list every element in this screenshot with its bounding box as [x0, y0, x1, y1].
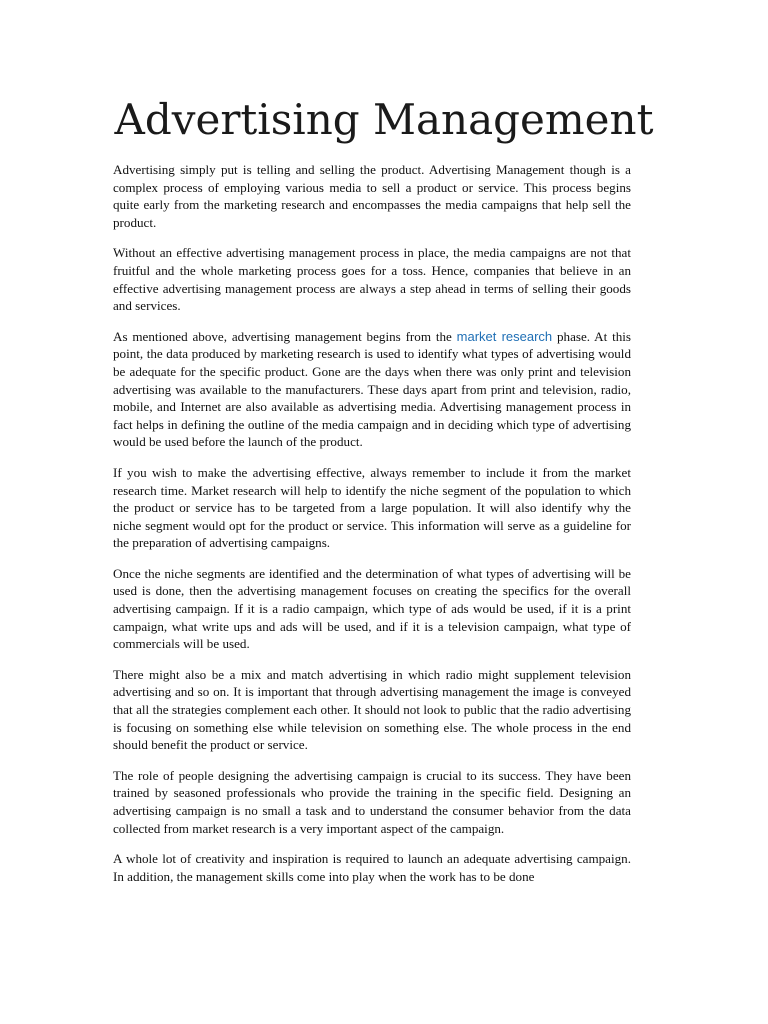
paragraph-1: Advertising simply put is telling and selling the product. Advertising Management though is a complex process of employing various media to sell a product or service. This process begins quite early from the marketing research and encompasses the media campaigns that help sell the product.	[113, 162, 631, 230]
paragraph-7: The role of people designing the advertising campaign is crucial to its success. They have been trained by seasoned professionals who provide the training in the specific field. Designing an advertising campaign is no small a task and to understand the consumer behavior from the data collected from market research is a very important aspect of the campaign.	[113, 767, 631, 836]
paragraph-3	[113, 328, 631, 451]
page-title: Advertising Management	[114, 95, 654, 144]
paragraph-6: There might also be a mix and match advertising in which radio might supplement television advertising and so on. It is important that through advertising management the image is conveyed that all the strategies complement each other. It should not look to public that the radio advertising is focusing on something else while television on something else. The whole process in the end should benefit the product or service.	[113, 666, 631, 753]
market-research-link[interactable]: market research	[456, 328, 553, 344]
paragraph-3-rest: phase. At this point, the data produced by marketing research is used to identify what types of advertising would be adequate for the specific product. Gone are the days when there was only print and television advertising was available to the manufacturers. These days apart from print and television, radio, mobile, and Internet are also available as advertising media. Advertising management process in fact helps in defining the outline of the media campaign and in deciding which type of advertising would be used before the launch of the product.	[113, 328, 632, 450]
paragraph-2: Without an effective advertising management process in place, the media campaigns are not that fruitful and the whole marketing process goes for a toss. Hence, companies that believe in an effective advertising management process are always a step ahead in terms of selling their goods and services.	[113, 245, 631, 314]
document-body	[113, 161, 631, 898]
paragraph-5: Once the niche segments are identified and the determination of what types of advertising will be used is done, then the advertising management focuses on creating the specifics for the overall advertising campaign. If it is a radio campaign, which type of ads would be used, if it is a print campaign, what write ups and ads will be used, and if it is a television campaign, what type of commercials will be used.	[113, 565, 631, 652]
paragraph-8: A whole lot of creativity and inspiration is required to launch an adequate advertising campaign. In addition, the management skills come into play when the work has to be done	[113, 851, 631, 884]
paragraph-4: If you wish to make the advertising effective, always remember to include it from the market research time. Market research will help to identify the niche segment of the population to which the product or service has to be targeted from a large population. It will also identify why the niche segment would opt for the product or service. This information will serve as a guideline for the preparation of advertising campaigns.	[113, 464, 631, 551]
paragraph-3-lead: As mentioned above, advertising management begins from the	[113, 328, 457, 344]
